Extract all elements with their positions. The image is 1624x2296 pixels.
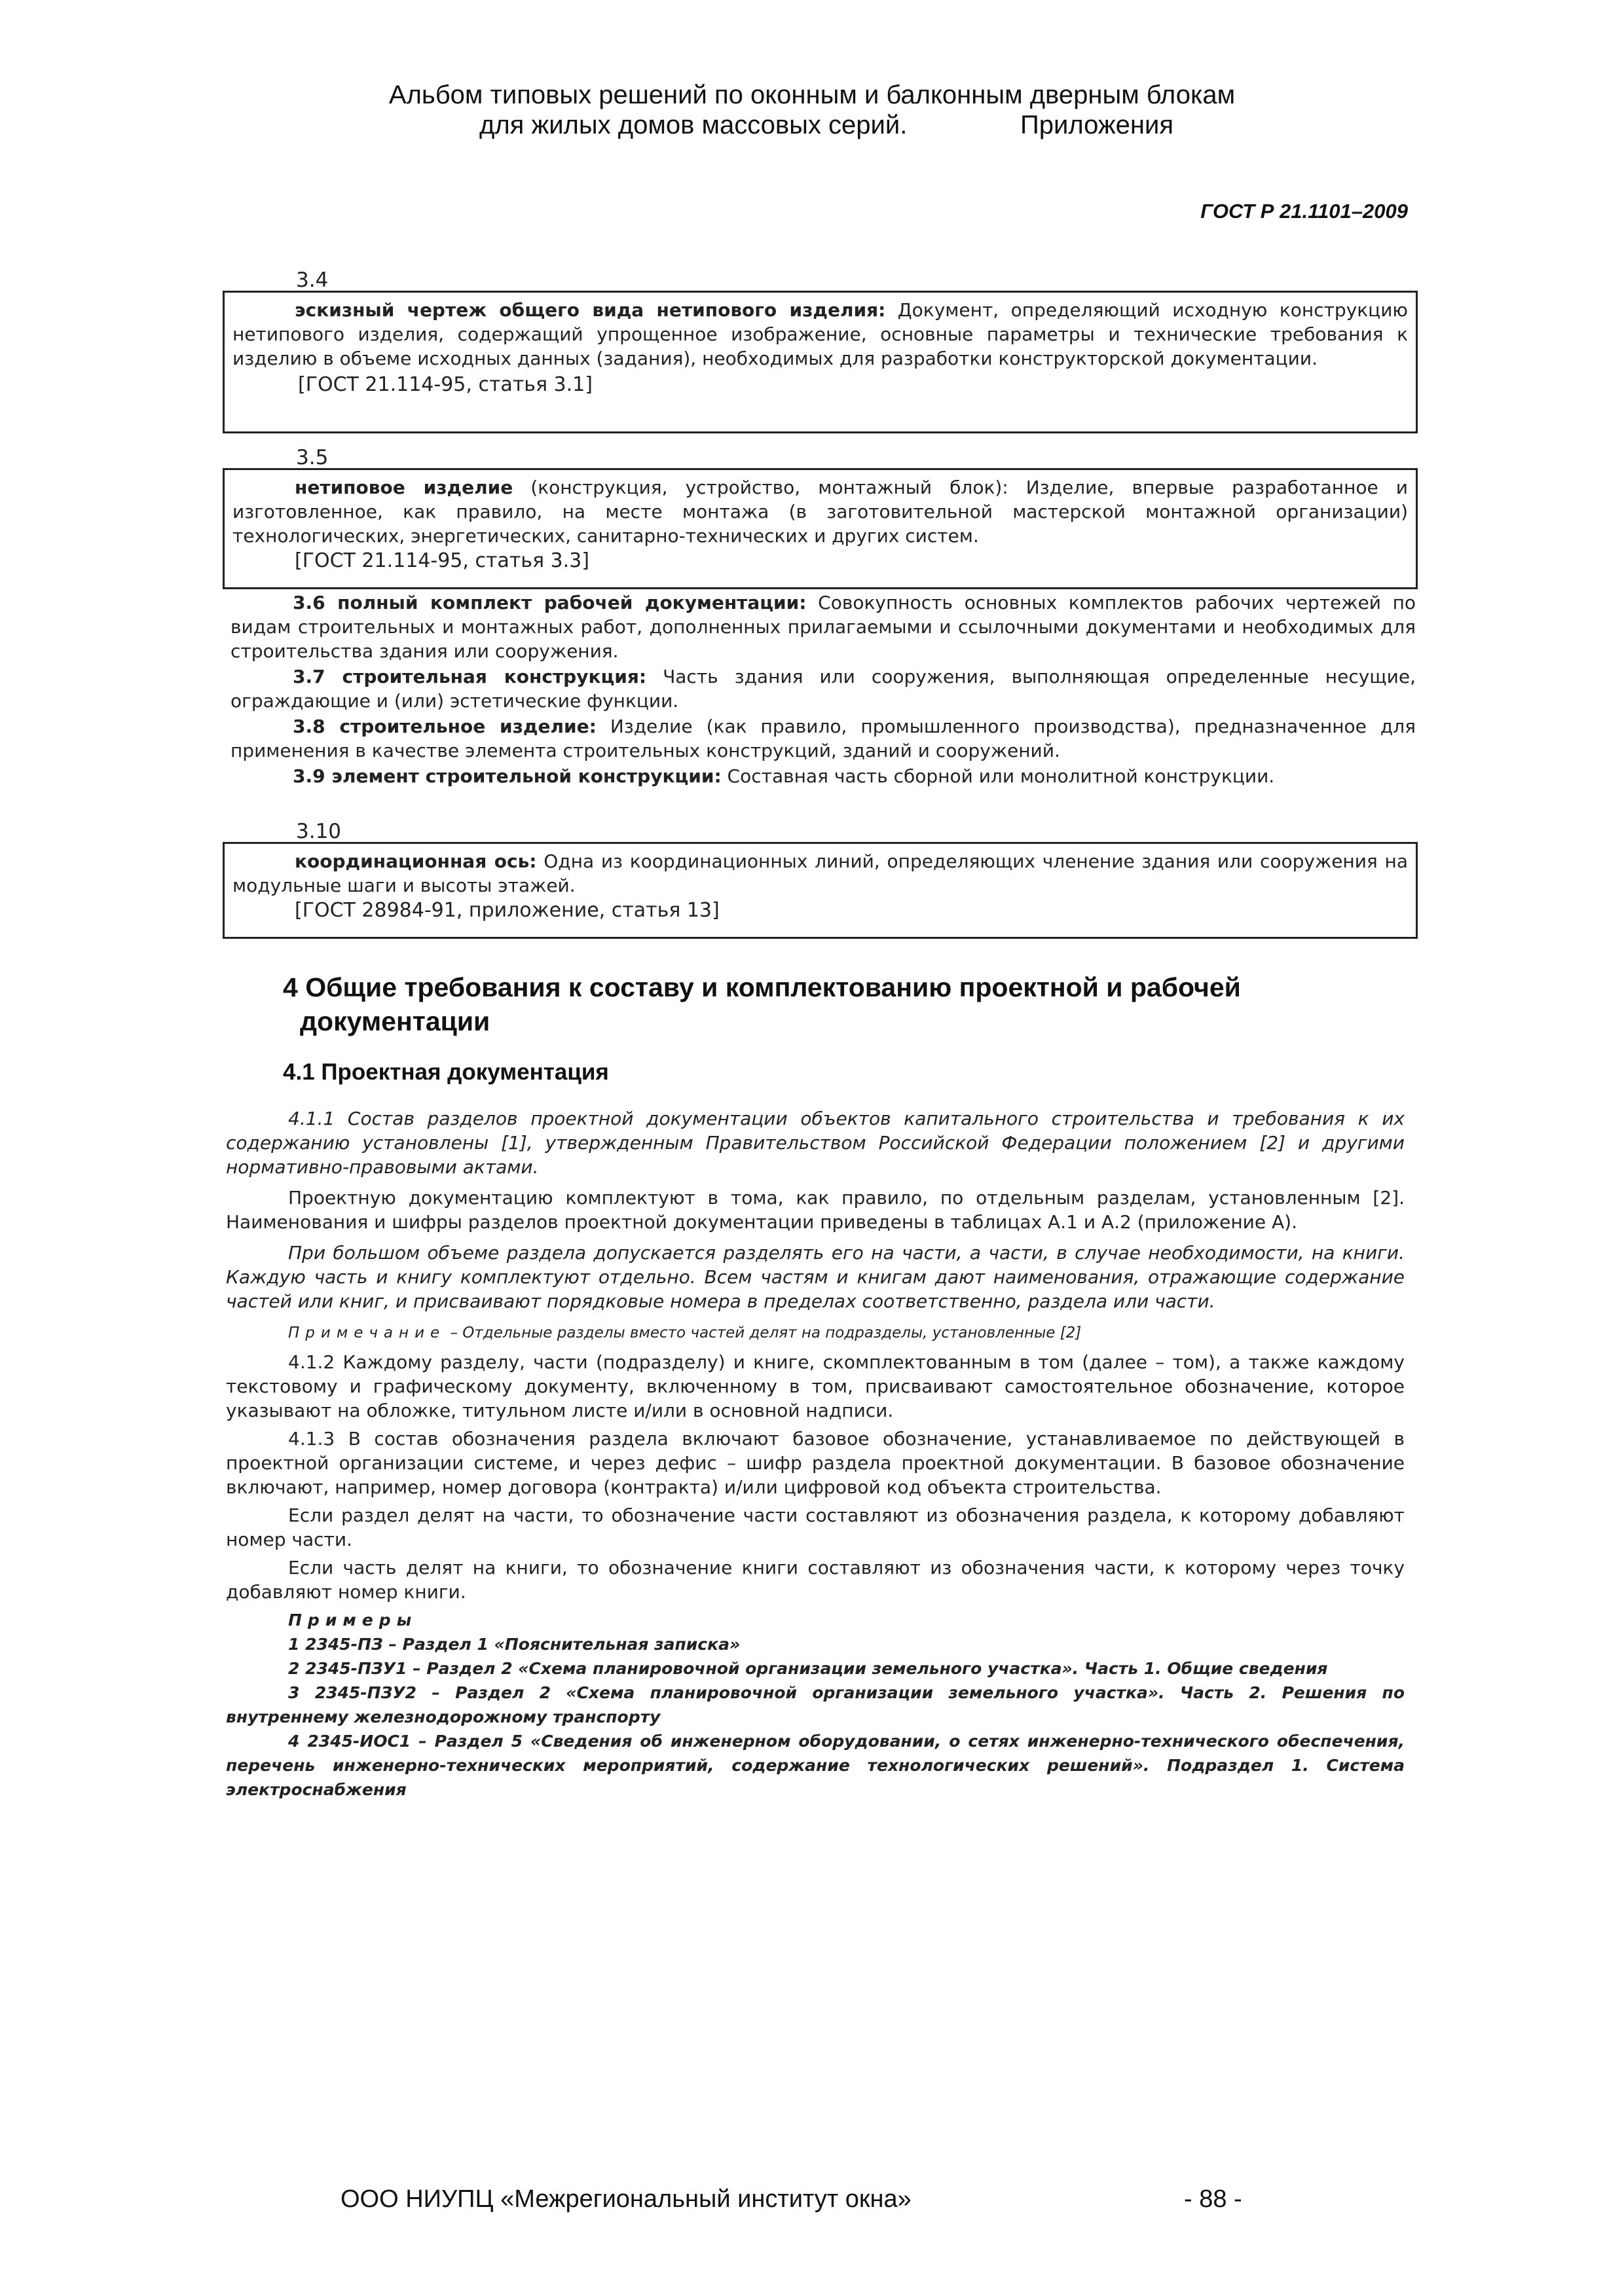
term-3-5-number: 3.5 [296, 446, 329, 469]
term-3-7-lead: 3.7 строительная конструкция: [293, 666, 647, 687]
example-4: 4 2345-ИОС1 – Раздел 5 «Сведения об инженерном оборудовании, о сетях инженерно-технического обеспечения, перечень инженерно-технических мероприятий, содержание технологических решений». Подраздел 1. Система электроснабжения [226, 1732, 1405, 1799]
paragraph-parts: При большом объеме раздела допускается разделять его на части, а части, в случае необходимости, на книги. Каждую часть и книгу комплектуют отдельно. Всем частям и книгам дают наименования, отражающие содержание частей или книг, и присваивают порядковые номера в пределах соответственно, раздела или части. [226, 1242, 1405, 1312]
term-3-5-box [223, 468, 1418, 589]
term-3-5-ref: [ГОСТ 21.114-95, статья 3.3] [295, 549, 589, 572]
header-line-2-right: Приложения [1020, 111, 1174, 139]
term-3-10-box [223, 842, 1418, 939]
paragraph-books-designation: Если часть делят на книги, то обозначение книги составляют из обозначения части, к которому через точку добавляют номер книги. [226, 1557, 1405, 1603]
term-3-4-number: 3.4 [296, 268, 329, 292]
term-3-4-box [223, 291, 1418, 433]
term-3-5-text: (конструкция, устройство, монтажный блок): Изделие, впервые разработанное и изготовленное, как правило, на месте монтажа (в заготовительной мастерской монтажной организации) технологических, энергетических, санитарно-технических и других систем. [232, 477, 1408, 547]
paragraph-volumes: Проектную документацию комплектуют в тома, как правило, по отдельным разделам, установленным [2]. Наименования и шифры разделов проектной документации приведены в таблицах А.1 и А.2 (приложение А). [226, 1187, 1405, 1233]
term-3-5-term: нетиповое изделие [295, 477, 513, 498]
example-2: 2 2345-ПЗУ1 – Раздел 2 «Схема планировочной организации земельного участка». Часть 1. Общие сведения [288, 1659, 1328, 1678]
example-1: 1 2345-ПЗ – Раздел 1 «Пояснительная записка» [288, 1635, 741, 1654]
term-3-10-number: 3.10 [296, 820, 342, 843]
footer-organization: ООО НИУПЦ «Межрегиональный институт окна» [341, 2185, 912, 2213]
term-3-10-paragraph [232, 849, 1408, 898]
header-line-2-left: для жилых домов массовых серий. [479, 111, 908, 139]
header-line-1: Альбом типовых решений по оконным и балконным дверным блокам [388, 81, 1236, 109]
term-3-8 [231, 714, 1416, 763]
term-3-4-ref: [ГОСТ 21.114-95, статья 3.1] [298, 373, 593, 396]
note [226, 1321, 1405, 1345]
example-3: 3 2345-ПЗУ2 – Раздел 2 «Схема планировочной организации земельного участка». Часть 2. Решения по внутреннему железнодорожному транспорту [226, 1683, 1405, 1726]
section-4-1-subtitle: 4.1 Проектная документация [283, 1059, 609, 1085]
term-3-10-text: Одна из координационных линий, определяющих членение здания или сооружения на модульные шаги и высоты этажей. [232, 850, 1408, 896]
note-label: Примечание [288, 1324, 446, 1341]
term-3-7 [231, 665, 1416, 713]
paragraph-4-1-3: 4.1.3 В состав обозначения раздела включают базовое обозначение, устанавливаемое по действующей в проектной организации системе, и через дефис – шифр раздела проектной документации. В базовое обозначение включают, например, номер договора (контракта) и/или цифровой код объекта строительства. [226, 1428, 1405, 1498]
term-3-7-text: Часть здания или сооружения, выполняющая определенные несущие, ограждающие и (или) эстетические функции. [231, 666, 1416, 712]
page-number: - 88 - [1184, 2185, 1242, 2213]
term-3-9 [231, 764, 1416, 788]
term-3-5-paragraph [232, 475, 1408, 548]
term-3-8-text: Изделие (как правило, промышленного производства), предназначенное для применения в качестве элемента строительных конструкций, зданий и сооружений. [231, 716, 1416, 761]
paragraph-4-1-2: 4.1.2 Каждому разделу, части (подразделу) и книге, скомплектованным в том (далее – том), а также каждому текстовому и графическому документу, включенному в том, присваивают самостоятельное обозначение, которое указывают на обложке, титульном листе и/или в основной надписи. [226, 1351, 1405, 1421]
section-4-body [226, 1106, 1405, 1802]
term-3-9-lead: 3.9 элемент строительной конструкции: [293, 765, 722, 787]
examples-label: Примеры [288, 1611, 418, 1630]
term-3-4-paragraph [232, 298, 1408, 371]
terms-3-6-3-9 [231, 591, 1416, 788]
term-3-4-text: Документ, определяющий исходную конструкцию нетипового изделия, содержащий упрощенное изображение, основные параметры и технические требования к изделию в объеме исходных данных (задания), необходимых для разработки конструкторской документации. [232, 299, 1409, 369]
paragraph-4-1-1: 4.1.1 Состав разделов проектной документации объектов капитального строительства и требования к их содержанию установлены [1], утвержденным Правительством Российской Федерации положением [2] и другими нормативно-правовыми актами. [226, 1108, 1405, 1178]
section-4-title: 4 Общие требования к составу и комплектованию проектной и рабочей документации [283, 972, 1241, 1036]
term-3-6-text: Совокупность основных комплектов рабочих чертежей по видам строительных и монтажных работ, дополненных прилагаемыми и ссылочными документами и необходимых для строительства здания или сооружения. [231, 592, 1416, 662]
term-3-10-term: координационная ось: [295, 850, 537, 872]
term-3-4-term: эскизный чертеж общего вида нетипового изделия: [295, 299, 886, 321]
term-3-6-lead: 3.6 полный комплект рабочей документации: [293, 592, 807, 613]
standard-designation: ГОСТ Р 21.1101–2009 [1200, 200, 1408, 223]
term-3-9-text: Составная часть сборной или монолитной конструкции. [721, 765, 1275, 787]
term-3-8-lead: 3.8 строительное изделие: [293, 716, 597, 737]
term-3-10-ref: [ГОСТ 28984-91, приложение, статья 13] [295, 899, 720, 922]
paragraph-parts-designation: Если раздел делят на части, то обозначение части составляют из обозначения раздела, к которому добавляют номер части. [226, 1504, 1405, 1550]
page-header [0, 80, 1624, 110]
term-3-6 [231, 591, 1416, 663]
note-text: – Отдельные разделы вместо частей делят на подразделы, установленные [2] [445, 1324, 1082, 1341]
